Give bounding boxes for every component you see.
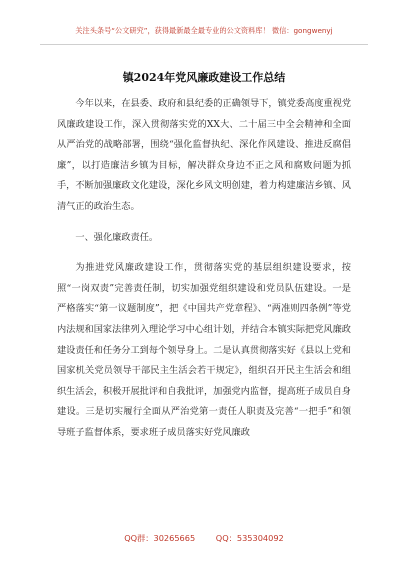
header-divider <box>40 44 368 45</box>
intro-paragraph: 今年以来，在县委、政府和县纪委的正确领导下，镇党委高度重视党风廉政建设工作，深入贯彻落实党的XX大、二十届三中全会精神和全面从严治党的战略部署，围绕“强化监督执纪、深化作风建设、推进反腐倡廉”，以打造廉洁乡镇为目标，解决群众身边不正之风和腐败问题为抓手，不断加强廉政文化建设，深化乡风文明创建，着力构建廉洁乡镇、风清气正的政治生态。 <box>57 98 352 212</box>
body-paragraph: 为推进党风廉政建设工作，贯彻落实党的基层组织建设要求，按照“一岗双责”完善责任制，切实加强党组织建设和党员队伍建设。一是严格落实“第一议题制度”，把《中国共产党章程》、“两准则四条例”等党内法规和国家法律列入理论学习中心组计划，并结合本镇实际把党风廉政建设责任和任务分工到每个领导身上。二是认真贯彻落实好《县以上党和国家机关党员领导干部民主生活会若干规定》，组织召开民主生活会和组织生活会，积极开展批评和自我批评，加强党内监督，提高班子成员自身建设。三是切实履行全面从严治党第一责任人职责及完善“一把手”和领导班子监督体系，要求班子成员落实好党风廉政 <box>57 262 351 438</box>
document-body <box>57 94 351 444</box>
footer-qq-group: QQ群：30265665 <box>124 533 196 543</box>
document-title: 镇2024年党风廉政建设工作总结 <box>122 71 286 84</box>
header-notice: 关注头条号“公文研究”，获得最新最全最专业的公文资料库！ 微信：gongwenyj <box>75 26 333 35</box>
section-heading: 一、强化廉政责任。 <box>75 231 159 243</box>
footer-qq: QQ：535304092 <box>215 533 284 543</box>
footer-contacts <box>0 533 408 544</box>
